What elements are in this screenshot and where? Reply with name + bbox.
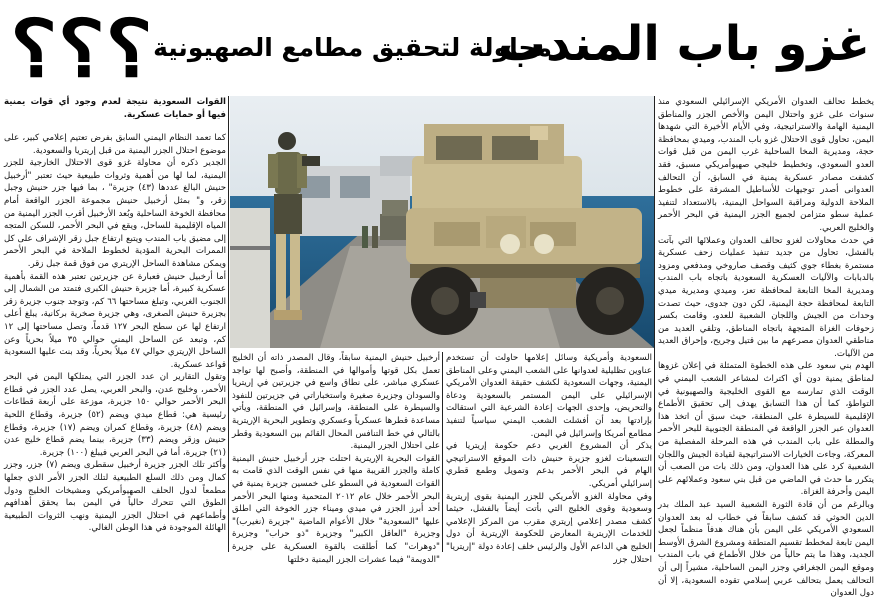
column-left-lead — [4, 96, 226, 130]
paragraph: في حدث محاولات لغزو تحالف العدوان وعملائها التي بآتت بالفشل، تحاول من جديد تنفيذ عمليات زحف عسكرية مستمرة بغطاء جوي كثيف وقصف صاروخي ومدفعي ومزود بالدبابات والآليات العسكرية السعودية باتجاه باب المندب ومديرية المخا التابعة لمحافظة تعز، وميدي ومديرية ميدي التابعة لمحافظة حجة اليمنية، لكن دون جدوى، حيث تصدت وحدات من الجيش واللجان الشعبية للعدو، وقامت بكسر زحوفات الغزاة المتجهة باتجاه المناطق، وتلقي العديد من مناطقي العدوان مصرعهم ما بين قتيل وجريح، وإحراق العديد من الآليات. — [658, 235, 874, 359]
paragraph: يذكر أن المشروع الغربي دعم حكومة إريتريا في التسعينات لغزو جزيرة حنيش ذات الموقع الاستراتيجي الهام في البحر الأحمر بدعم وتمويل وطمع قطري إسرائيلي أمريكي. — [446, 441, 652, 489]
column-divider — [442, 352, 443, 552]
headline — [0, 4, 880, 95]
headline-main: غزو باب المندب — [497, 16, 870, 72]
paragraph: وبالرغم من أن قادة الثورة الشعبية السيد عبد الملك بدر الدين الحوثي قد كشف سابقاً في خطاب له بعد العدوان السعودي الأمريكي على اليمن بأن هناك هدفاً منظماً لجعل اليمن تابعة لمخطط تقسيم المنطقة ومشروع الشرق الأوسط الجديد، وهذا ما يتم حالياً من خلال الأطماع في باب المندب وموقع اليمن الجغرافي وجزر اليمن الساحلية، مشيراً إلى أن التحالف يعمل بتحالف عربي إسلامي تقوده السعودية، إلا أن دول العدوان — [658, 500, 874, 599]
column-divider — [654, 96, 655, 552]
column-divider — [228, 96, 229, 552]
headline-sub: محاولة لتحقيق مطامع الصهيونية — [153, 33, 552, 62]
paragraph: أما أرخبيل حنيش فعبارة عن جزيرتين تعتبر هذه القمة بأهمية عسكرية كبيرة، أما جزيرة حنيش الكبرى فتمتد من الشمال إلى الجنوب الغربي، وتبلغ مساحتها ٦٦ كم، وتوجد جنوب جزيرة زقر بجزيرة حنيش الصغرى، وهي جزيرة صخرية بركانية، يبلغ أعلى ارتفاع لها عن سطح البحر ١٢٧ قدماً، وتصل مساحتها إلى ١٢ كم، وتبعد عن الساحل اليمني حوالي ٣٥ ميلاً بحرياً وعن الساحل الإريتري حوالي ٤٧ ميلاً بحرياً، وقد بنت عليها السعودية قواعد عسكرية. — [4, 271, 227, 370]
paragraph: القوات السعودية نتيجة لعدم وجود أي قوات يمنية فيها أو حمايات عسكرية. — [4, 97, 226, 120]
paragraph: وفي محاولة الغزو الأمريكي للجزر اليمنية بقوى إريترية وسعودية وقوى الخليج التي بأتت أيضاً بالفشل، حيثما كشف مصدر إعلامي إريتري مقرب من المركز الإعلامي للخدمات الإريترية المعارض للحكومة الإريترية أن دول الخليج هي الداعم الأول والرئيس خلف إعادة دولة "إريتريا" احتلال جزر — [446, 491, 652, 565]
paragraph: السعودية وأمريكية وسائل إعلامها حاولت أن تستخدم عناوين تظليلية لعدوانها على الشعب اليمني وعلى المناطق اليمنية، وجهات السعودية لكشف حقيقة العدوان الأمريكي الإسرائيلي على اليمن المستمر بالسعودية ودعاة والتحريض، وإحدى الجهات إعادة الشرعية التي استقالت بإرادتها بعد أن أفشلت الشعب اليمني سياسياً لتنفيذ مطامع أمريكا وإسرائيل في اليمن. — [446, 353, 652, 439]
paragraph: القوات البحرية الإريترية احتلت جزر أرخبيل حنيش اليمنية كاملة والجزر القريبة منها في نفس الوقت الذي قامت به القوات السعودية في السطو على خمسين جزيرة يمنية في البحر الأحمر خلال عام ٢٠١٢ المتحمية ومنها البحر الأحمر أحد أبرز الجزر في ميدي وميناء جزر الخوخة التي اطلق عليها "السعودية" خلال الأعوام الماضية "جزيرة (نغيرب)" وجزيرة "العاقل الكبير" وجزيرة "ذو حراب" وجزيرة "دوهرات" كما أطلقت بالقوة العسكرية على جزيرة "الدويمة" فيما عشرات الجزر اليمنية دخلتها — [232, 453, 440, 565]
headline-question-marks: ؟؟؟ — [10, 4, 153, 95]
paragraph: كما تعمد النظام اليمني السابق بفرض تعتيم إعلامي كبير، على موضوع احتلال الجزر اليمنية من قبل إريتريا والسعودية. — [4, 133, 226, 156]
paragraph: وتقول التقارير ان عدد الجزر التي يمتلكها اليمن في البحر الأحمر، وخليج عدن، والبحر العربي، يصل عدد الجزر في قطاع البحر الأحمر حوالي ١٥٠ جزيرة، موزعة على أربعة قطاعات رئيسية هي: قطاع ميدي ويضم (٥٢) جزيرة، وقطاع اللحية ويضم (٤٨) جزيرة، وقطاع كمران ويضم (١٧) جزيرة، وقطاع حنيش وزقر ويضم (٣٣) جزيرة، بينما يضم قطاع خليج عدن (٢١) جزيرة، أما في البحر العربي فيبلغ (١٠٠) جزيرة. — [4, 372, 227, 458]
paragraph: الهدم بني سعود على هذه الخطوة المتمثلة في إعلان غزوها لمناطق يمنية دون أي اكتراث لمشاعر الشعب اليمني في الوقت الذي تمارسه مع القوى الخليجية والصهيونية في التواطؤ، كما أن هذا التسابق يهدف إلى تحقيق الأطماع الإقليمية للسيطرة على المنطقة، حيث سبق أن اتخذ هذا العدوان عبر الجزر الواقعة في المنطقة الجنوبية للبحر الأحمر والمطلة على باب المندب في هذه المرحلة المفصلية من المعركة، وجاءت الخيارات الاستراتيجية لقيادة الجيش واللجان الشعبية كرد على هذا العدوان، ومن ذلك بات من الصعب أن يتكرر ما حدث في الماضي من قبل بني سعود وعملائهم على اليمن وأحرفة الغزاة. — [658, 361, 874, 498]
paragraph: وأكثر تلك الجزر جزيرة أرخبيل سقطرى ويضم (٧) جزر، وجزر كمال ومن ذلك السلع الطبيعية لتلك الجزر الأمر الذي جعلها مطمعاً لدول الحلف الصهيوأمريكي ومشيخات الخليج ودول الطوق التي تتحرك حالياً في اليمن بما يحقق أهدافهم وأطماعهم في احتلال الجزر اليمنية ونهب الثروات الطبيعية الهائلة الموجودة في هذا الوطن الغالي. — [4, 460, 226, 534]
paragraph: الجدير ذكره أن محاولة غزو قوى الاحتلال الخارجية للجزر اليمنية، لما لها من أهمية وثروات طبيعية حيث تعتبر "أرخبيل حنيش البالغ عددها (٤٣) جزيرة" ، بما فيها جزر حنيش وجبل زقر، و" بمثل أرخبيل حنيش مجموعة الجزر الواقعة أمام محافظة الخوخة الساحلية وبُعد الأرخبيل أقرب الجزر اليمنية من المياه الإقليمية للساحل، ويقع في البحر الأحمر، للسكن المتجه إلى مضيق باب المندب ويتبع ارتفاع جبل زقر الإشراف على كل الممرات البحرية المؤدية لخطوط الملاحة في البحر الأحمر ويمكن مشاهدة الساحل الإريتري من فوق قمة جبل زقر. — [4, 158, 227, 269]
column-right — [658, 96, 874, 599]
paragraph: أرخبيل حنيش اليمنية سابقاً، وقال المصدر ذاته أن الخليج تعمل بكل قوتها وأموالها في المنطقة، وأصبح لها تواجد عسكري مباشر، على نطاق واسع في جزيرتين في إريتريا والسودان وجزيرة صغيرة واستخباراتي في جزيرتين للنفوذ والسيطرة على المنطقة، وإسرائيل في المنطقة، ويأتي مساعدة قطرها عسكرياً وعسكري وتطوير البحرية الإريترية بالتالي في خط التنافس المحال القائم بين السعودية وقطر على احتلال الجزر اليمنية. — [232, 353, 440, 452]
column-left — [4, 132, 226, 554]
article-photo — [230, 96, 654, 348]
paragraph: يخطط تحالف العدوان الأمريكي الإسرائيلي السعودي منذ سنوات على غزو واحتلال اليمن والأخص الجزر والمناطق اليمنية الهامة والاستراتيجية، وفي الأيام الأخيرة التي شهدها اليمن، تحاول قوى الاحتلال غزو باب المندب، وميدي بمحافظة حجة، ومديرية المخا الساحلية غرب اليمن من قبل قوات العدو السعودي، وتخطيط خليجي صهيوأمريكي مسبق، فقد كشفت مصادر عسكرية يمنية في السابق، أن التحالف العدوانى أصدر توجيهات للأساطيل المشرفة على خطوط الملاحة الدولية ومراقبة السواحل اليمنية، بالاستعداد لتنفيذ عملية سطو متزامن لجميع الجزر اليمنية في البحر الأحمر والخليج العربي. — [658, 97, 874, 233]
column-middle-left — [232, 352, 440, 565]
column-middle-right — [446, 352, 652, 565]
